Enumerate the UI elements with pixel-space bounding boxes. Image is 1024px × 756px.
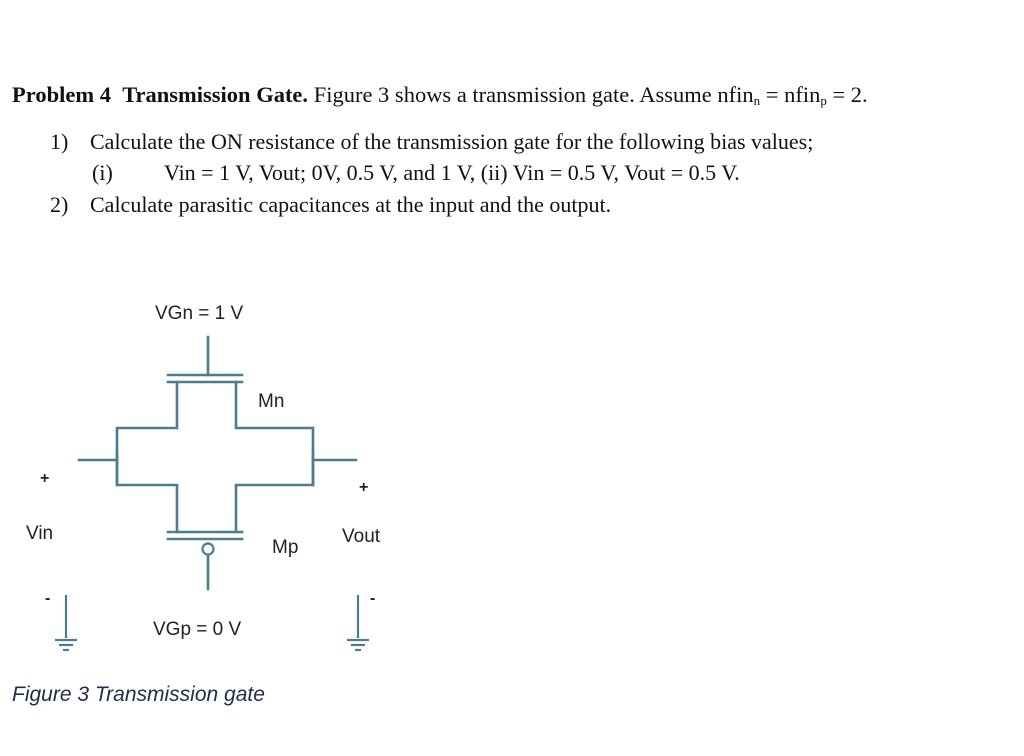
subscript-n: n <box>753 93 761 108</box>
vout-plus-sign: + <box>359 479 369 496</box>
problem-equals: = nfin <box>760 82 821 107</box>
question-1-number: 1) <box>50 129 69 154</box>
problem-number: Problem 4 <box>12 82 111 107</box>
vin-minus-sign: - <box>45 590 51 607</box>
question-2 <box>50 191 611 219</box>
question-1-text: Calculate the ON resistance of the transmission gate for the following bias values; <box>90 129 814 154</box>
subscript-p: p <box>820 93 827 108</box>
subitem-number: (i) <box>92 160 113 185</box>
vgp-label: VGp = 0 V <box>153 619 242 640</box>
question-1-subitem <box>92 159 740 187</box>
problem-heading <box>12 80 1017 110</box>
question-2-text: Calculate parasitic capacitances at the input and the output. <box>90 192 612 217</box>
question-2-number: 2) <box>50 192 69 217</box>
vout-label: Vout <box>342 526 381 547</box>
ground-icon <box>347 595 369 650</box>
mp-right-terminal <box>236 452 313 532</box>
figure-caption: Figure 3 Transmission gate <box>12 683 265 706</box>
mp-left-terminal <box>117 452 177 532</box>
question-1 <box>50 128 813 156</box>
vin-plus-sign: + <box>40 470 50 487</box>
problem-title: Transmission Gate. <box>122 82 309 107</box>
circuit-wires <box>79 337 356 589</box>
mn-label: Mn <box>258 391 285 412</box>
transmission-gate-diagram <box>0 280 440 680</box>
vin-label: Vin <box>26 523 54 544</box>
vout-minus-sign: - <box>370 590 376 607</box>
problem-equals-end: = 2. <box>826 82 868 107</box>
ground-icon <box>55 595 77 650</box>
problem-intro: Figure 3 shows a transmission gate. Assume nfin <box>313 82 754 107</box>
mn-left-terminal <box>117 382 177 485</box>
subitem-text: Vin = 1 V, Vout; 0V, 0.5 V, and 1 V, (ii) Vin = 0.5 V, Vout = 0.5 V. <box>164 160 740 185</box>
mp-label: Mp <box>272 537 299 558</box>
mp-gate-bubble <box>203 544 214 555</box>
vgn-label: VGn = 1 V <box>155 303 244 324</box>
